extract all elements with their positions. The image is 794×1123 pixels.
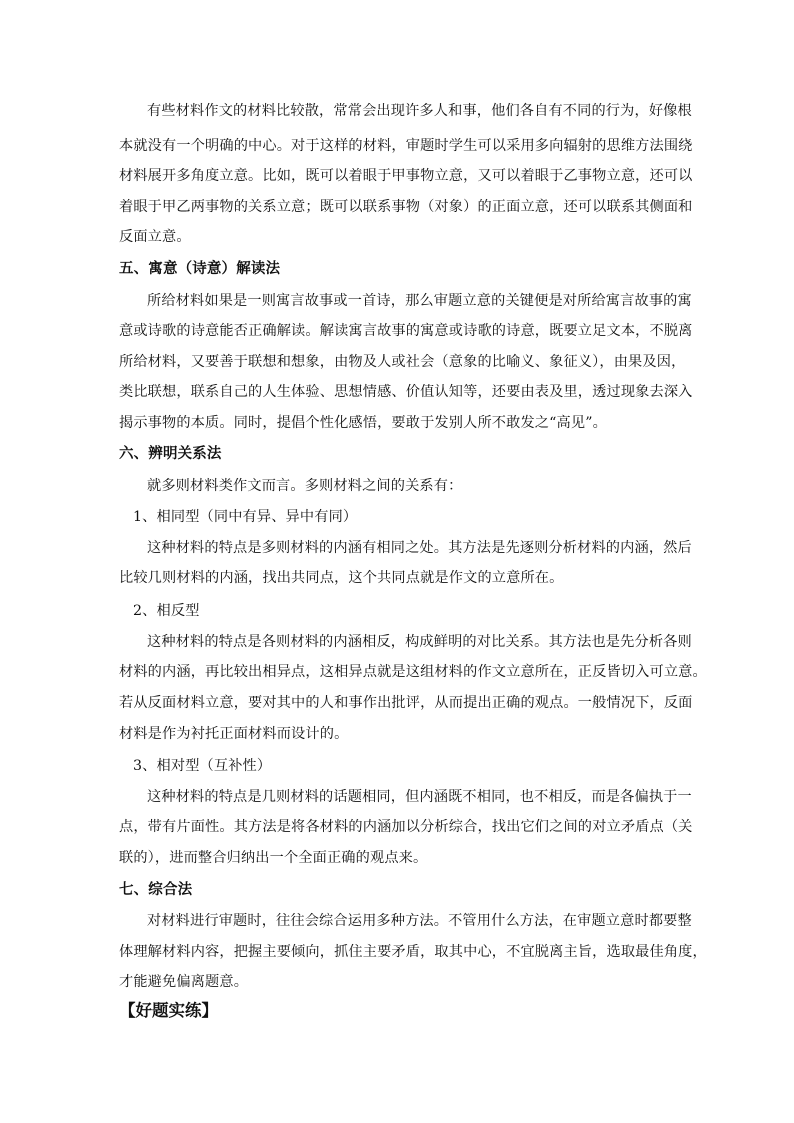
paragraph-line: 这种材料的特点是几则材料的话题相同，但内涵既不相同，也不相反，而是各偏执于一 bbox=[147, 789, 692, 805]
paragraph-line: 本就没有一个明确的中心。对于这样的材料，审题时学生可以采用多向辐射的思维方法围绕 bbox=[119, 138, 693, 154]
paragraph-line: 所给材料如果是一则寓言故事或一首诗，那么审题立意的关键便是对所给寓言故事的寓 bbox=[147, 293, 692, 309]
paragraph-line: 所给材料，又要善于联想和想象，由物及人或社会（意象的比喻义、象征义），由果及因， bbox=[119, 354, 686, 370]
section-heading-7: 七、综合法 bbox=[119, 882, 193, 898]
practice-heading: 【好题实练】 bbox=[119, 1001, 218, 1020]
paragraph-line: 这种材料的特点是多则材料的内涵有相同之处。其方法是先逐则分析材料的内涵，然后 bbox=[147, 540, 692, 556]
paragraph-line: 类比联想，联系自己的人生体验、思想情感、价值认知等，还要由表及里，透过现象去深入 bbox=[119, 384, 693, 400]
subheading-1: 1、相同型（同中有异、异中有同） bbox=[133, 509, 358, 525]
paragraph-line: 这种材料的特点是各则材料的内涵相反，构成鲜明的对比关系。其方法也是先分析各则 bbox=[147, 634, 692, 650]
section-heading-6: 六、辨明关系法 bbox=[119, 446, 222, 462]
paragraph-line: 反面立意。 bbox=[119, 229, 191, 245]
paragraph-line: 材料是作为衬托正面材料而设计的。 bbox=[119, 726, 349, 742]
section-heading-5: 五、寓意（诗意）解读法 bbox=[119, 261, 281, 277]
paragraph-line: 着眼于甲乙两事物的关系立意；既可以联系事物（对象）的正面立意，还可以联系其侧面和 bbox=[119, 199, 693, 215]
paragraph-line: 材料的内涵，再比较出相异点，这相异点就是这组材料的作文立意所在，正反皆切入可立意。 bbox=[119, 664, 707, 680]
paragraph-line: 意或诗歌的诗意能否正确解读。解读寓言故事的寓意或诗歌的诗意，既要立足文本，不脱离 bbox=[119, 323, 693, 339]
paragraph-line: 比较几则材料的内涵，找出共同点，这个共同点就是作文的立意所在。 bbox=[119, 570, 564, 586]
paragraph-line: 对材料进行审题时，往往会综合运用多种方法。不管用什么方法，在审题立意时都要整 bbox=[147, 913, 692, 929]
paragraph-line: 有些材料作文的材料比较散，常常会出现许多人和事，他们各自有不同的行为，好像根 bbox=[147, 103, 692, 119]
subheading-2: 2、相反型 bbox=[133, 603, 200, 619]
paragraph-line: 揭示事物的本质。同时，提倡个性化感悟，要敢于发别人所不敢发之“高见”。 bbox=[119, 415, 607, 431]
paragraph-line: 点，带有片面性。其方法是将各材料的内涵加以分析综合，找出它们之间的对立矛盾点（关 bbox=[119, 819, 693, 835]
paragraph-line: 联的），进而整合归纳出一个全面正确的观点来。 bbox=[119, 850, 428, 866]
subheading-3: 3、相对型（互补性） bbox=[133, 758, 272, 774]
paragraph-line: 才能避免偏离题意。 bbox=[119, 974, 249, 990]
paragraph-line: 材料展开多角度立意。比如，既可以着眼于甲事物立意，又可以着眼于乙事物立意，还可以 bbox=[119, 168, 693, 184]
paragraph-line: 若从反面材料立意，要对其中的人和事作出批评，从而提出正确的观点。一般情况下，反面 bbox=[119, 695, 693, 711]
paragraph-line: 体理解材料内容，把握主要倾向，抓住主要矛盾，取其中心，不宜脱离主旨，选取最佳角度， bbox=[119, 944, 707, 960]
paragraph-line: 就多则材料类作文而言。多则材料之间的关系有： bbox=[147, 478, 463, 494]
